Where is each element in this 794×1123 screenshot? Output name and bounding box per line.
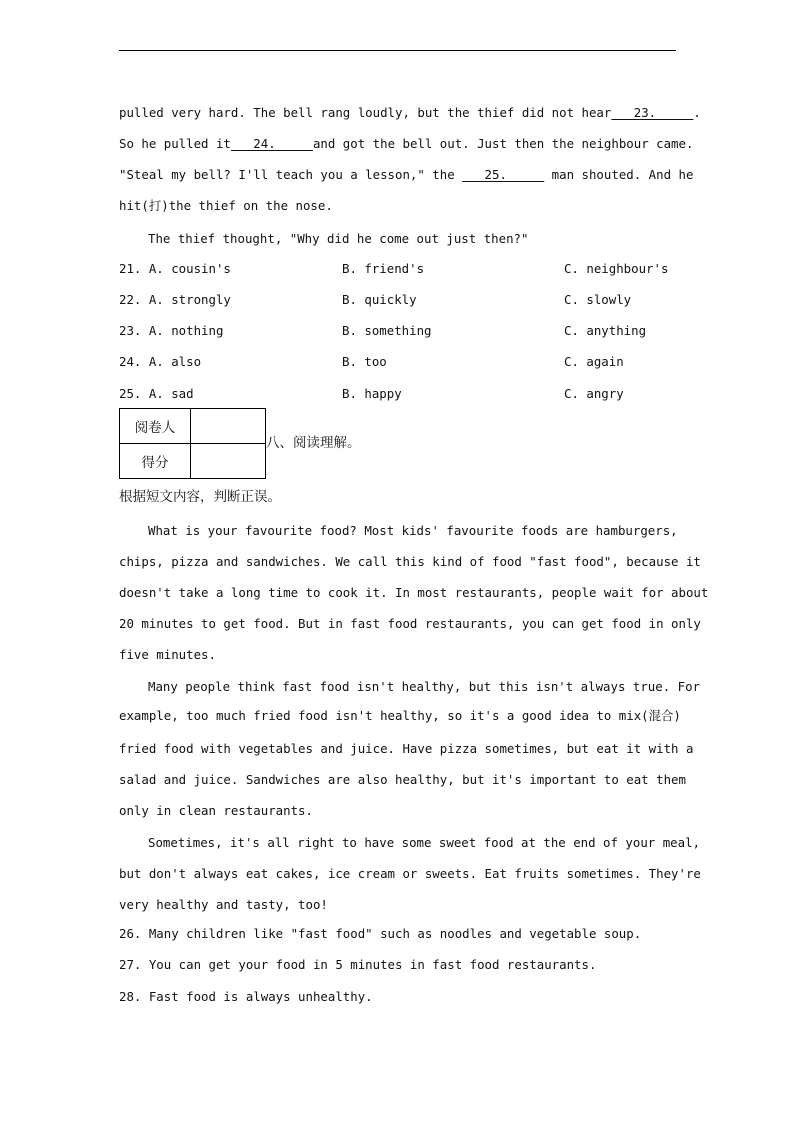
score-box [119, 408, 266, 479]
q25-option-c: C. angry [564, 386, 624, 401]
passage1-closing: The thief thought, "Why did he come out just then?" [148, 231, 529, 246]
q23-option-b: B. something [342, 323, 432, 338]
q24-option-b: B. too [342, 354, 387, 369]
passage2-line-12: but don't always eat cakes, ice cream or sweets. Eat fruits sometimes. They're [119, 866, 701, 881]
question-26: 26. Many children like "fast food" such as noodles and vegetable soup. [119, 926, 642, 941]
passage2-line-3: doesn't take a long time to cook it. In most restaurants, people wait for about [119, 585, 709, 600]
passage2-line-5: five minutes. [119, 647, 216, 662]
q23-option-c: C. anything [564, 323, 647, 338]
q21-option-b: B. friend's [342, 261, 425, 276]
passage2-line-4: 20 minutes to get food. But in fast food restaurants, you can get food in only [119, 616, 701, 631]
q24-option-c: C. again [564, 354, 624, 369]
section-heading: 八、阅读理解。 [266, 435, 361, 451]
reviewer-label: 阅卷人 [120, 409, 191, 444]
reviewer-field [191, 409, 266, 444]
question-28: 28. Fast food is always unhealthy. [119, 989, 373, 1004]
passage1-line-4: hit(打)the thief on the nose. [119, 198, 333, 213]
q25-option-b: B. happy [342, 386, 402, 401]
blank-24: 24. [230, 136, 313, 151]
q24-option-a: 24. A. also [119, 354, 202, 369]
q22-option-b: B. quickly [342, 292, 417, 307]
q25-option-a: 25. A. sad [119, 386, 194, 401]
passage2-line-9: salad and juice. Sandwiches are also healthy, but it's important to eat them [119, 772, 686, 787]
blank-25: 25. [462, 167, 545, 182]
q21-option-a: 21. A. cousin's [119, 261, 231, 276]
score-field [191, 444, 266, 479]
passage1-line-3: "Steal my bell? I'll teach you a lesson," the 25. man shouted. And he [119, 167, 694, 182]
question-27: 27. You can get your food in 5 minutes in fast food restaurants. [119, 957, 597, 972]
q21-option-c: C. neighbour's [564, 261, 669, 276]
passage2-line-6: Many people think fast food isn't healthy, but this isn't always true. For [148, 679, 701, 694]
q23-option-a: 23. A. nothing [119, 323, 224, 338]
header-rule [119, 50, 676, 51]
passage1-line-2: So he pulled it 24. and got the bell out. Just then the neighbour came. [119, 136, 694, 151]
section-instruction: 根据短文内容，判断正误。 [119, 489, 281, 505]
passage2-line-13: very healthy and tasty, too! [119, 897, 328, 912]
passage2-line-7: example, too much fried food isn't healthy, so it's a good idea to mix(混合) [119, 708, 681, 723]
passage1-line-1: pulled very hard. The bell rang loudly, but the thief did not hear 23. . [119, 105, 701, 120]
q22-option-c: C. slowly [564, 292, 632, 307]
passage2-line-1: What is your favourite food? Most kids' favourite foods are hamburgers, [148, 523, 678, 538]
passage2-line-8: fried food with vegetables and juice. Have pizza sometimes, but eat it with a [119, 741, 694, 756]
q22-option-a: 22. A. strongly [119, 292, 231, 307]
passage2-line-11: Sometimes, it's all right to have some sweet food at the end of your meal, [148, 835, 701, 850]
blank-23: 23. [611, 105, 694, 120]
passage2-line-10: only in clean restaurants. [119, 803, 313, 818]
passage2-line-2: chips, pizza and sandwiches. We call this kind of food "fast food", because it [119, 554, 701, 569]
score-label: 得分 [120, 444, 191, 479]
